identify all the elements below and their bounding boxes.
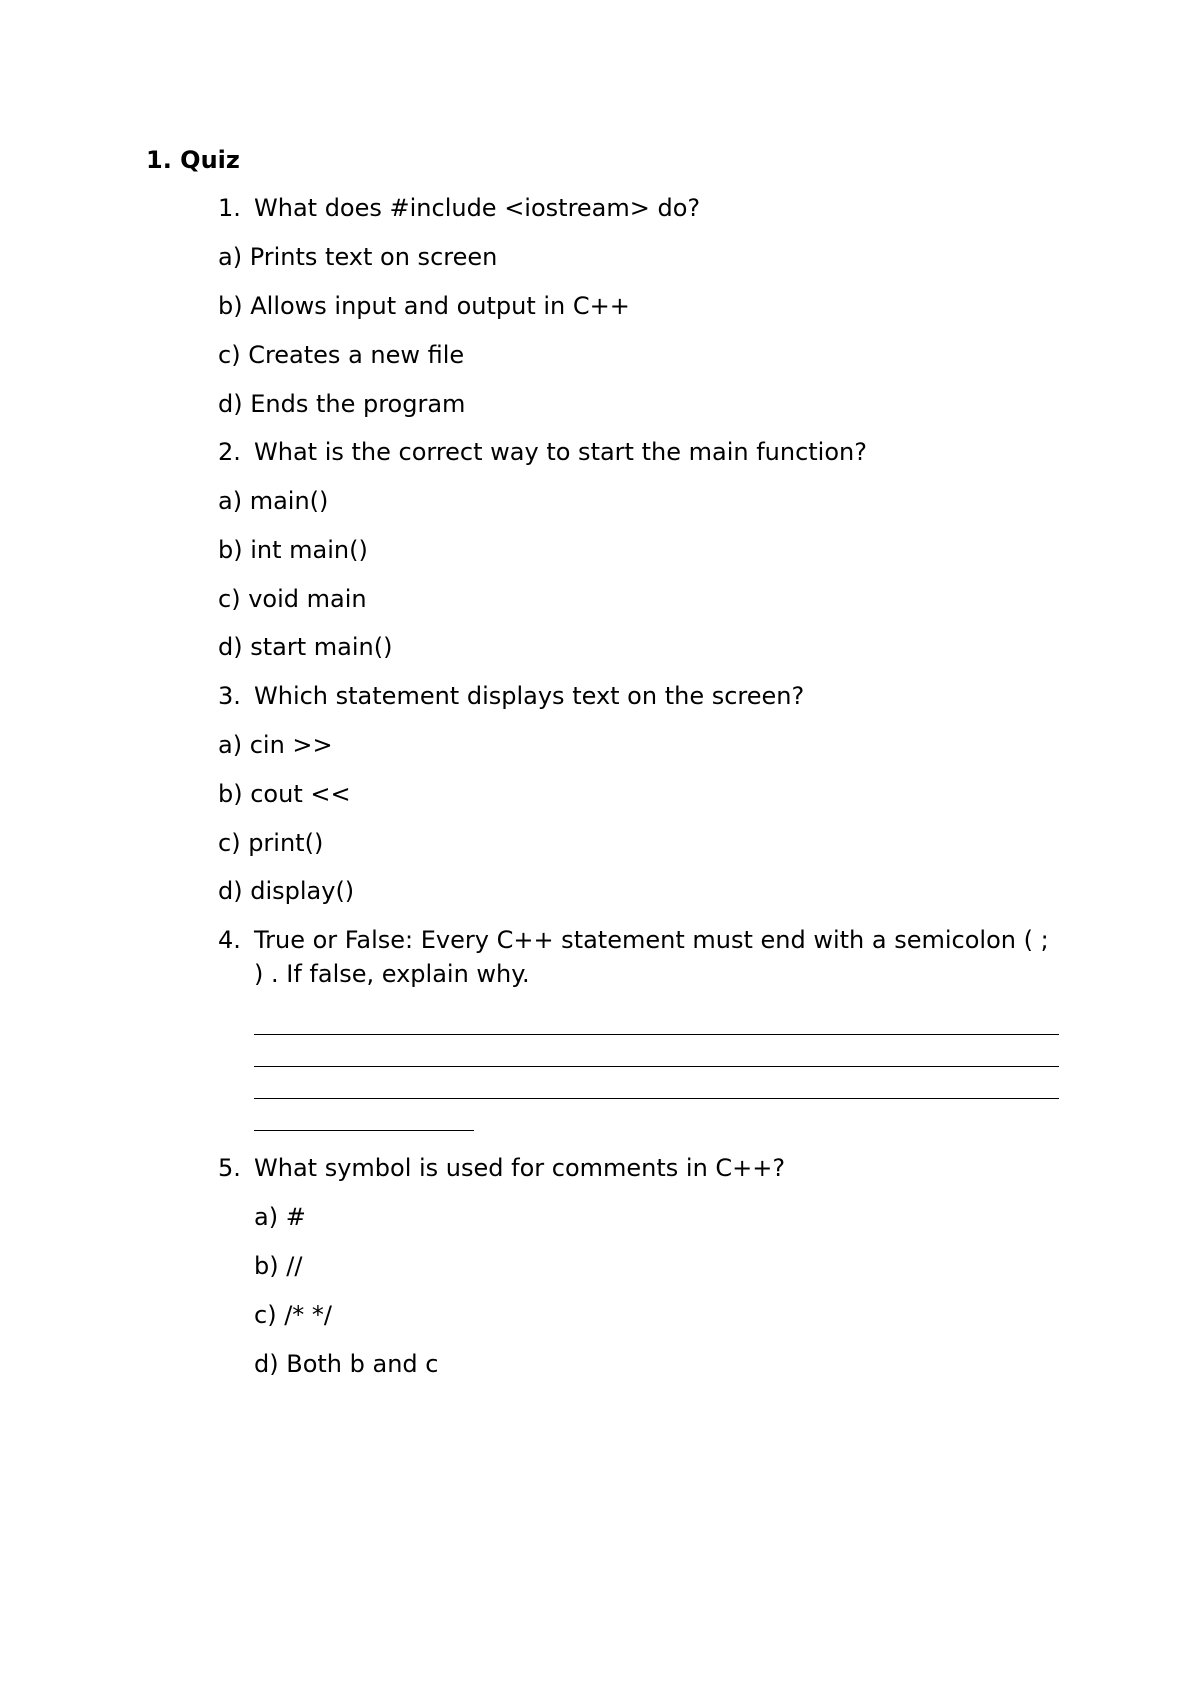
question-text: What does #include <iostream> do? — [254, 194, 701, 222]
option-1c: c) Creates a new file — [218, 341, 465, 369]
option-1d: d) Ends the program — [218, 390, 466, 418]
option-1a: a) Prints text on screen — [218, 243, 498, 271]
question-text-line-2: ) . If false, explain why. — [254, 960, 530, 988]
question-number: 2. — [218, 438, 241, 466]
option-3c: c) print() — [218, 829, 324, 857]
answer-line[interactable] — [254, 1130, 474, 1131]
question-text-line-1: True or False: Every C++ statement must end with a semicolon ( ; — [254, 926, 1049, 954]
option-5c: c) /* */ — [254, 1301, 332, 1329]
answer-line[interactable] — [254, 1034, 1059, 1035]
option-2a: a) main() — [218, 487, 329, 515]
question-text: What symbol is used for comments in C++? — [254, 1154, 786, 1182]
option-5a: a) # — [254, 1203, 306, 1231]
question-number: 1. — [218, 194, 241, 222]
question-text: What is the correct way to start the main function? — [254, 438, 867, 466]
option-3d: d) display() — [218, 877, 355, 905]
option-2d: d) start main() — [218, 633, 393, 661]
option-3a: a) cin >> — [218, 731, 333, 759]
option-1b: b) Allows input and output in C++ — [218, 292, 630, 320]
question-number: 5. — [218, 1154, 241, 1182]
option-5d: d) Both b and c — [254, 1350, 439, 1378]
question-text: Which statement displays text on the screen? — [254, 682, 805, 710]
question-number: 3. — [218, 682, 241, 710]
quiz-heading: 1. Quiz — [146, 146, 240, 174]
option-2c: c) void main — [218, 585, 367, 613]
question-1 — [218, 194, 700, 222]
question-4 — [218, 926, 1049, 954]
option-5b: b) // — [254, 1252, 303, 1280]
option-3b: b) cout << — [218, 780, 351, 808]
answer-line[interactable] — [254, 1066, 1059, 1067]
option-2b: b) int main() — [218, 536, 368, 564]
question-5 — [218, 1154, 785, 1182]
question-3 — [218, 682, 804, 710]
question-number: 4. — [218, 926, 241, 954]
answer-line[interactable] — [254, 1098, 1059, 1099]
question-2 — [218, 438, 867, 466]
